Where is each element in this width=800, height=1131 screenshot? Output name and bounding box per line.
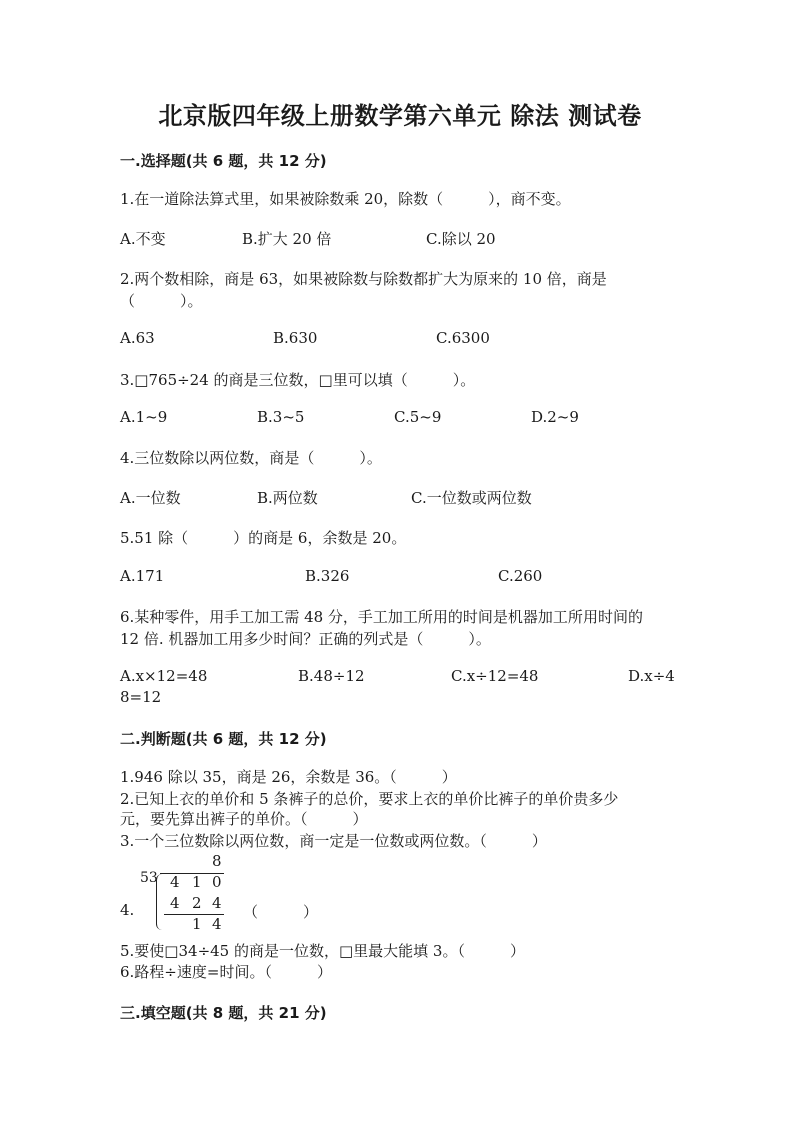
- judge-item-2-cont: 元，要先算出裤子的单价。（ ）: [120, 810, 368, 828]
- q1-5-option-c: C.260: [498, 567, 543, 585]
- judge-item-4-number: 4.: [120, 901, 135, 919]
- q1-6-option-b: B.48÷12: [298, 667, 365, 685]
- q1-6-option-a: A.x×12=48: [120, 667, 208, 685]
- q1-1-option-b: B.扩大 20 倍: [242, 230, 332, 248]
- judge-item-1: 1.946 除以 35，商是 26，余数是 36。（ ）: [120, 768, 457, 786]
- product-digit: 2: [192, 894, 202, 912]
- question-1-4: 4.三位数除以两位数，商是（ ）。: [120, 449, 382, 467]
- q1-2-option-b: B.630: [273, 329, 318, 347]
- q1-3-option-a: A.1~9: [120, 408, 168, 426]
- q1-1-option-a: A.不变: [120, 230, 166, 248]
- q1-2-option-a: A.63: [120, 329, 155, 347]
- question-1-6-cont: 12 倍. 机器加工用多少时间？正确的列式是（ ）。: [120, 630, 491, 648]
- judge-item-2: 2.已知上衣的单价和 5 条裤子的总价，要求上衣的单价比裤子的单价贵多少: [120, 790, 619, 808]
- section-1-heading: 一.选择题(共 6 题，共 12 分): [120, 152, 327, 170]
- product-digit: 4: [170, 894, 180, 912]
- section-3-heading: 三.填空题(共 8 题，共 21 分): [120, 1004, 327, 1022]
- q1-4-option-b: B.两位数: [257, 489, 318, 507]
- q1-5-option-b: B.326: [305, 567, 350, 585]
- q1-4-option-c: C.一位数或两位数: [411, 489, 532, 507]
- question-1-2: 2.两个数相除，商是 63，如果被除数与除数都扩大为原来的 10 倍，商是: [120, 270, 607, 288]
- question-1-5: 5.51 除（ ）的商是 6，余数是 20。: [120, 529, 407, 547]
- q1-3-option-c: C.5~9: [394, 408, 442, 426]
- q1-6-option-d-wrap: 8=12: [120, 688, 162, 706]
- q1-6-option-d: D.x÷4: [628, 667, 675, 685]
- q1-3-option-d: D.2~9: [531, 408, 579, 426]
- long-division-figure: [140, 852, 240, 934]
- judge-item-5: 5.要使□34÷45 的商是一位数，□里最大能填 3。（ ）: [120, 942, 525, 960]
- q1-5-option-a: A.171: [120, 567, 165, 585]
- dividend-digit: 4: [170, 873, 180, 891]
- judge-item-4-blank: （ ）: [243, 903, 319, 921]
- dividend-digit: 0: [212, 873, 222, 891]
- q1-2-option-c: C.6300: [436, 329, 490, 347]
- division-quotient: 8: [212, 852, 222, 870]
- page-title: 北京版四年级上册数学第六单元 除法 测试卷: [158, 102, 642, 130]
- dividend-digit: 1: [192, 873, 202, 891]
- q1-6-option-c: C.x÷12=48: [451, 667, 539, 685]
- judge-item-6: 6.路程÷速度=时间。（ ）: [120, 963, 332, 981]
- judge-item-3: 3.一个三位数除以两位数，商一定是一位数或两位数。（ ）: [120, 832, 547, 850]
- division-divisor: 53: [140, 870, 158, 886]
- q1-3-option-b: B.3~5: [257, 408, 305, 426]
- remainder-digit: 1: [192, 915, 202, 933]
- question-1-3: 3.□765÷24 的商是三位数，□里可以填（ ）。: [120, 371, 476, 389]
- question-1-6: 6.某种零件，用手工加工需 48 分，手工加工所用的时间是机器加工所用时间的: [120, 608, 643, 626]
- question-1-1: 1.在一道除法算式里，如果被除数乘 20，除数（ ），商不变。: [120, 190, 571, 208]
- q1-4-option-a: A.一位数: [120, 489, 181, 507]
- section-2-heading: 二.判断题(共 6 题，共 12 分): [120, 730, 327, 748]
- q1-1-option-c: C.除以 20: [426, 230, 496, 248]
- product-digit: 4: [212, 894, 222, 912]
- question-1-2-cont: （ ）。: [120, 292, 203, 310]
- division-bracket: [156, 874, 165, 930]
- remainder-digit: 4: [212, 915, 222, 933]
